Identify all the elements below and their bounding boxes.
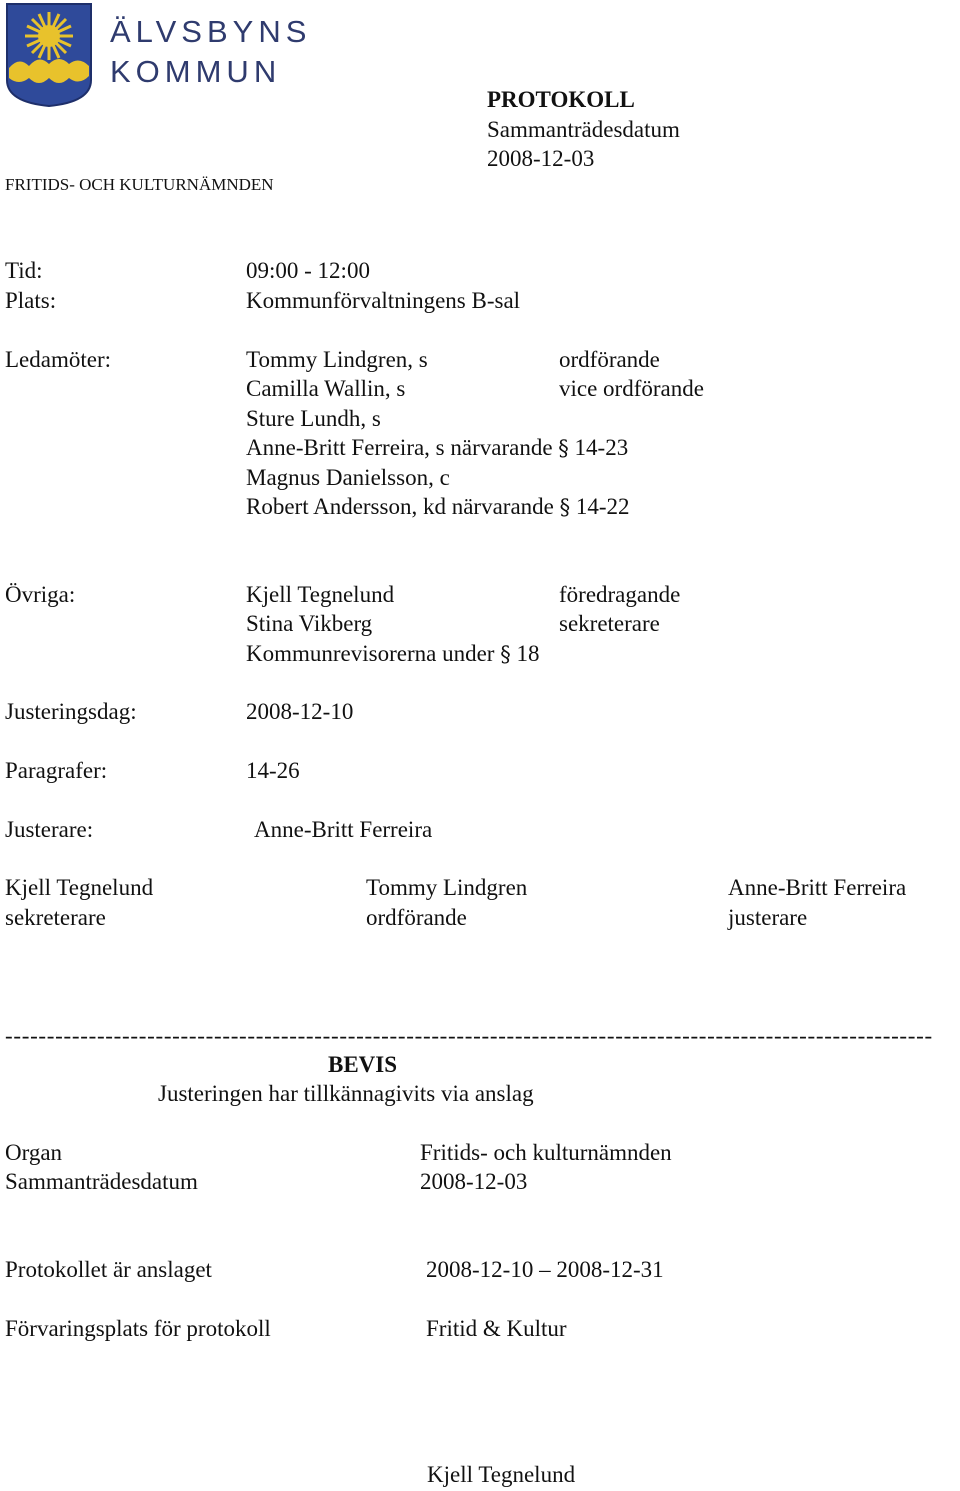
paragraph-number: 18: [510, 641, 540, 666]
org-name-line1: ÄLVSBYNS: [110, 14, 312, 49]
other-attendance: [246, 642, 539, 665]
time-value: 09:00 - 12:00: [246, 258, 370, 283]
header-date-label: Sammanträdesdatum: [487, 117, 680, 142]
meeting-date-label: Sammanträdesdatum: [5, 1169, 198, 1194]
time-label: Tid:: [5, 258, 43, 283]
document-type: PROTOKOLL: [487, 87, 635, 112]
signature-role: justerare: [728, 905, 808, 930]
storage-value: Fritid & Kultur: [426, 1316, 567, 1341]
committee-name: FRITIDS- OCH KULTURNÄMNDEN: [5, 175, 274, 194]
paragraph-sign: §: [500, 642, 511, 666]
place-value: Kommunförvaltningens B-sal: [246, 288, 521, 313]
organ-label: Organ: [5, 1140, 63, 1165]
member-name: Camilla Wallin, s: [246, 376, 406, 401]
attendance-range: 14-22: [570, 494, 630, 519]
others-label: Övriga:: [5, 582, 76, 607]
signature-role: sekreterare: [5, 905, 106, 930]
other-name: Kjell Tegnelund: [246, 582, 395, 607]
member-name: Robert Andersson, kd närvarande: [246, 494, 560, 519]
paragraphs-value: 14-26: [246, 758, 300, 783]
other-name: Stina Vikberg: [246, 611, 373, 636]
member-role: ordförande: [559, 347, 660, 372]
adjusters-label: Justerare:: [5, 817, 94, 842]
storage-label: Förvaringsplats för protokoll: [5, 1316, 271, 1341]
signature-name: Kjell Tegnelund: [5, 875, 154, 900]
member-name: Magnus Danielsson, c: [246, 465, 450, 490]
signature-role: ordförande: [366, 905, 467, 930]
member-name: Tommy Lindgren, s: [246, 347, 428, 372]
organ-value: Fritids- och kulturnämnden: [420, 1140, 672, 1165]
member-role: vice ordförande: [559, 376, 704, 401]
signature-name: Tommy Lindgren: [366, 875, 528, 900]
municipality-coat-of-arms: [5, 2, 93, 108]
adjust-day-value: 2008-12-10: [246, 699, 354, 724]
org-name-line2: KOMMUN: [110, 54, 282, 89]
certificate-title: BEVIS: [328, 1052, 398, 1077]
paragraphs-label: Paragrafer:: [5, 758, 108, 783]
members-label: Ledamöter:: [5, 347, 112, 372]
header-date: 2008-12-03: [487, 146, 595, 171]
member-name: Sture Lundh, s: [246, 406, 381, 431]
adjust-day-label: Justeringsdag:: [5, 699, 137, 724]
adjusters-value: Anne-Britt Ferreira: [254, 817, 433, 842]
posted-value: 2008-12-10 – 2008-12-31: [426, 1257, 664, 1282]
dashed-divider: ---------------------------------------------------------------------------------------------------------------: [5, 1024, 933, 1047]
other-name: Kommunrevisorerna under: [246, 641, 501, 666]
paragraph-sign: §: [559, 495, 571, 519]
certificate-signer: Kjell Tegnelund: [427, 1462, 576, 1487]
member-attendance: [246, 436, 628, 459]
signature-name: Anne-Britt Ferreira: [728, 875, 907, 900]
attendance-range: 14-23: [568, 435, 629, 460]
other-role: sekreterare: [559, 611, 660, 636]
paragraph-sign: §: [558, 436, 569, 460]
member-attendance: [246, 495, 630, 518]
other-role: föredragande: [559, 582, 681, 607]
certificate-subtitle: Justeringen har tillkännagivits via anslag: [158, 1081, 534, 1106]
place-label: Plats:: [5, 288, 57, 313]
meeting-date-value: 2008-12-03: [420, 1169, 528, 1194]
posted-label: Protokollet är anslaget: [5, 1257, 212, 1282]
member-name: Anne-Britt Ferreira, s närvarande: [246, 435, 559, 460]
